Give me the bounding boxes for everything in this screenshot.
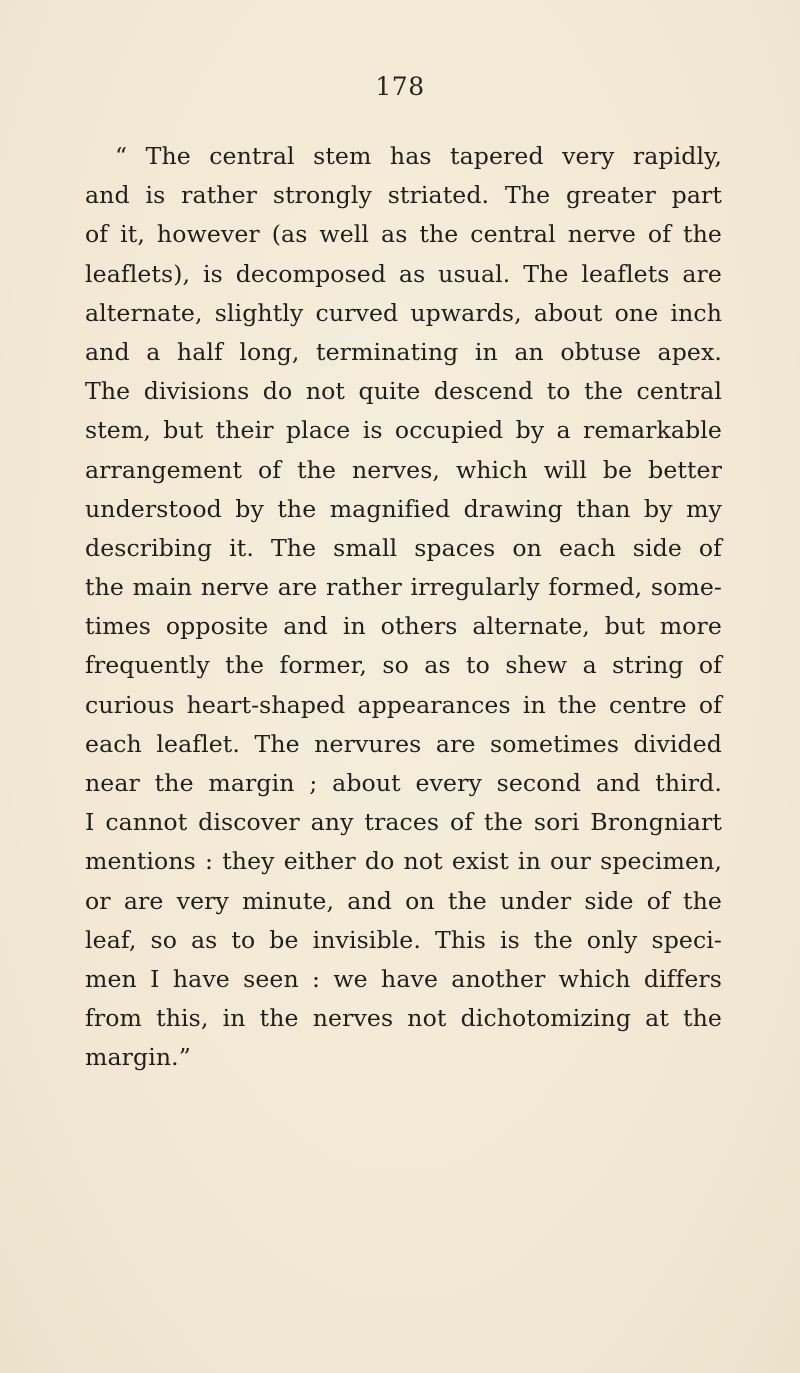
text-line: leaflets), is decomposed as usual. The leaflets are	[85, 259, 722, 288]
text-line: the main nerve are rather irregularly formed, some-	[85, 573, 722, 602]
text-line: and a half long, terminating in an obtuse apex.	[85, 337, 722, 366]
page-number: 178	[375, 72, 425, 101]
text-line: stem, but their place is occupied by a remarkable	[85, 416, 722, 445]
text-line: from this, in the nerves not dichotomizing at the	[85, 1004, 722, 1033]
text-line: men I have seen : we have another which differs	[85, 964, 722, 993]
text-line: and is rather strongly striated. The greater part	[85, 181, 722, 210]
text-line: each leaflet. The nervures are sometimes divided	[85, 729, 722, 758]
text-line: alternate, slightly curved upwards, about one inch	[85, 298, 722, 327]
text-line: describing it. The small spaces on each side of	[85, 533, 722, 562]
text-line: mentions : they either do not exist in our specimen,	[85, 847, 722, 876]
text-line: frequently the former, so as to shew a string of	[85, 651, 722, 680]
text-line: or are very minute, and on the under side of the	[85, 886, 722, 915]
text-line: “ The central stem has tapered very rapidly,	[115, 142, 722, 170]
text-line: curious heart-shaped appearances in the centre of	[85, 690, 722, 719]
text-line: The divisions do not quite descend to the central	[85, 377, 722, 406]
text-line: arrangement of the nerves, which will be better	[85, 455, 722, 484]
text-line: of it, however (as well as the central nerve of the	[85, 220, 722, 249]
body-paragraph	[85, 137, 722, 1078]
text-line: leaf, so as to be invisible. This is the only speci-	[85, 925, 722, 954]
text-line: I cannot discover any traces of the sori Brongniart	[85, 808, 722, 837]
text-line: understood by the magnified drawing than by my	[85, 494, 722, 523]
text-line: times opposite and in others alternate, but more	[85, 612, 722, 641]
text-line: margin.”	[85, 1043, 191, 1072]
text-line: near the margin ; about every second and third.	[85, 769, 722, 797]
